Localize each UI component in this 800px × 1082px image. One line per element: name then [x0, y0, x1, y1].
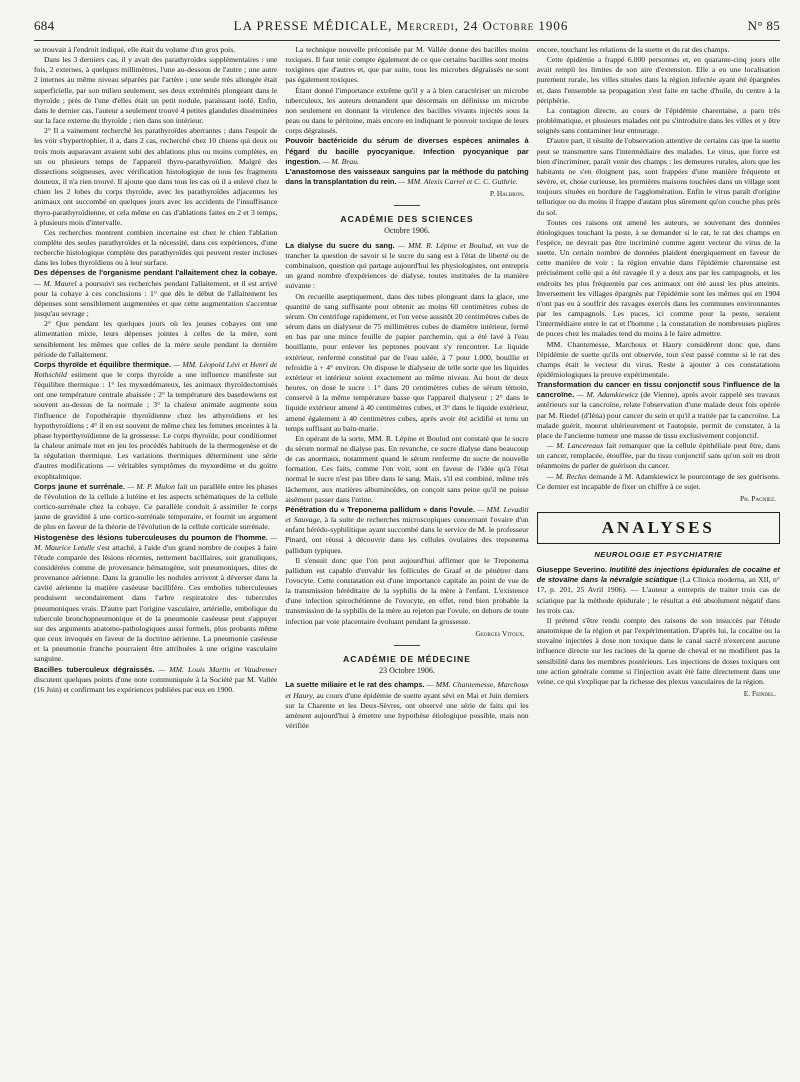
divider [394, 645, 420, 646]
article-author: — M. Brau. [322, 156, 359, 166]
article-author: Giuseppe Severino. [536, 565, 608, 575]
article-title: Bacilles tuberculeux dégraissés. [34, 664, 155, 674]
article-author: — M. Adamkiewicz [576, 390, 638, 400]
journal-title: LA PRESSE MÉDICALE, Mercredi, 24 Octobre 1906 [233, 18, 569, 33]
paragraph: Ces recherches montrent combien incertaine est chez le chien l'ablation complète des seules parathyroïdes et la nécessité, dans ces expériences, d'une recherche histologique complète des parathyroïdes qui peuvent rester incluses dans les lobes thyroïdiens ou à leur surface. [34, 227, 278, 268]
column-1 [34, 45, 277, 1073]
article-title: L'anastomose des vaisseaux sanguins par la méthode du patching dans la transplantation du rein. [285, 166, 529, 187]
article-title: La suette miliaire et le rat des champs. [285, 680, 425, 690]
article-title: Pouvoir bactéricide du sérum de diverses espèces animales à l'égard du bacille pyocyanique. Infection pyocyanique par ingestion. [285, 136, 529, 166]
section-title: ACADÉMIE DES SCIENCES [340, 213, 474, 224]
article-text: au cours d'une épidémie de suette ayant sévi en Mai et Juin derniers sur la Charente et les Deux-Sèvres, ont observé une série de faits qui les amènent aujourd'hui à émettre une hypothèse étiologique possible, mais non vérifiée [285, 690, 529, 731]
article-reference: (La Clinica moderna, an XII, n° 17, p. 201, 25 Avril 1906). [536, 575, 780, 595]
article-text: a poursuivi ses recherches pendant l'allaitement, et il est arrivé pour la cobaye à ces conclusions : 1° que dès le début de l'allaitement les dépenses sont sensiblement augmentées et que cette augmentation s'accentue jusqu'au sevrage ; [34, 278, 278, 319]
article-author: — M. Lancereaux [546, 441, 604, 451]
article-text: discutent quelques points d'une note communiquée à la Société par M. Vallée (16 Juin) et confirmant les expériences publiées par eux en 1900. [34, 674, 278, 694]
article-author: — M. P. Mulon [127, 481, 175, 491]
article-text: (de Vienne), après avoir rappelé ses travaux antérieurs sur la cancroïne, relate l'observation d'une malade deux fois opérée par M. Riedel (d'Iéna) pour cancer du sein et qu'il a traitée par la cancroïne. La malade guérit, mourut ultérieurement et l'autopsie, permit de constater, à la place de l'ancienne tumeur une masse de tissu exclusivement conjonctif. [536, 390, 780, 440]
signature: P. Halbron. [489, 189, 525, 199]
article-text: à la suite de recherches microscopiques concernant l'ovaire d'un enfant hérédo-syphilitique ayant succombé dans le service de M. le professeur Pinard, ont réussi à découvrir dans les cellules ovulaires des treponema pallidum typiques. [285, 515, 529, 555]
divider [394, 205, 420, 206]
article-title: Des dépenses de l'organisme pendant l'allaitement chez la cobaye. [34, 268, 278, 278]
article [34, 360, 277, 482]
article [285, 505, 528, 556]
section-date: 23 Octobre 1906. [379, 665, 435, 675]
article-text: fait un parallèle entre les phases de l'évolution de la cellule à lutéine et les aspects schématiques de la cellule cortico-surrénale chez la cobaye. Ce parallèle conduit à assimiler le corps jaune de gravidité à une cortico-surrénale temporaire, et fournit un argument de plus en faveur de la théorie de l'évolution de la cellule corticale surrénale. [34, 481, 278, 532]
paragraph: se trouvait à l'endroit indiqué, elle était du volume d'un gros pois. [34, 45, 236, 54]
article-author: — MM. Chantemesse, Marchoux et Haury, [285, 680, 529, 700]
paragraph: 2° Que pendant les quelques jours où les jeunes cobayes ont une alimentation mixte, leurs dépenses jointes à celles de la mère, sont sensiblement les mêmes que celles de la mère seule pendant la dernière période de l'allaitement. [34, 319, 278, 359]
paragraph: MM. Chantemesse, Marchoux et Haury considèrent donc que, dans l'épidémie de suette qu'ils ont observée, tout s'est passé comme si le rat des champs était le vecteur du virus. Reste à ajouter à ces constatations épidémiologiques la preuve expérimentale. [536, 339, 780, 379]
paragraph: Dans les 3 derniers cas, il y avait des parathyroïdes supplémentaires : une fois, 2 externes, à quelques millimètres, l'une au-dessous de l'autre ; une autre 2 internes au même niveau séparées par l'artère ; une seule très allongée était superficielle, par son milieu seulement, ses deux extrémités plongeant dans le thyroïde ; près de l'une d'elles était un petit nodule, paraissant isolé. Enfin, dans le dernier cas, l'auteur a seulement trouvé 4 petites glandules disséminées sur la face externe du thyroïde ; rien dans son intérieur. [34, 55, 278, 126]
article-title: Corps jaune et surrénale. [34, 481, 126, 491]
paragraph: Toutes ces raisons ont amené les auteurs, se souvenant des données étiologiques touchant la peste, à se demander si le rat, le rat des champs en l'espèce, ne devrait pas être incriminé comme agent vecteur du virus de la suette. Un certain nombre de données plaident énergiquement en faveur de cette manière de voir : la région envahie dans l'épidémie charentaise est précisément celle qui a été ravagée il y a deux ans par les campagnols, et les endroits les plus fréquentés par ces animaux ont été aussi les plus atteints. Inversement les villages épargnés par l'épidémie sont les mêmes qui en 1904 n'ont pas eu à souffrir des ravages exercés dans les communes environnantes par les campagnols. Les puces, ici comme pour la peste, seraient l'intermédiaire entre le rat et l'homme ; la constatation de nombreuses piqûres de puces chez les malades tend du moins à le faire admettre. [536, 217, 780, 339]
article-text: s'est attaché, à l'aide d'un grand nombre de coupes à faire l'étude comparée des lésions récentes, nettement bacillaires, soit granuliques, considérées comme de provenance hématogène, soit pneumoniques, dites de provenance aérienne. Dans la granulie les nodules arrivent à déverser dans la cavité aérienne la matière caséeuse bacillifère. Ces embolies tuberculeuses produisent secondairement dans l'arbre respiratoire des tubercules pneumoniques vrais. D'autre part l'origine vasculaire, artérielle, embolique du tubercule bronchopneumonique et de la pneumonie caséeuse peut s'appuyer sur des arguments anatomo-pathologiques aussi formels, plus probants même que ceux invoqués en faveur de la doctrine aérienne. La pneumonie caséeuse et la pneumonie franche pourraient être attribuées à une origine vasculaire sanguine. [34, 542, 278, 664]
article-author: — MM. R. Lépine et Boulud, [397, 240, 494, 250]
article-title: Histogenèse des lésions tuberculeuses du poumon de l'homme. [34, 532, 268, 542]
page-header [34, 18, 780, 40]
article-title: Corps thyroïde et équilibre thermique. [34, 359, 172, 369]
article [285, 136, 528, 166]
section-title: ACADÉMIE DE MÉDECINE [343, 653, 471, 664]
article [537, 565, 780, 616]
header-rule [34, 40, 780, 41]
article [285, 167, 528, 187]
signature: Georges Vitoux. [475, 628, 525, 638]
paragraph: La contagion directe, au cours de l'épidémie charentaise, a paru très problématique, et plusieurs malades ont pu s'introduire dans les villes et y être soignés sans contaminer leur entourage. [536, 105, 780, 136]
paragraph: En opérant de la sorte, MM. R. Lépine et Boulud ont constaté que le sucre du sérum normal ne dialyse pas. En revanche, ce sucre dialyse dans beaucoup de cas anormaux, notamment quand le sérum renferme du sucre de nouvelle formation. Ces faits, comme l'on voit, sont en faveur de l'idée qu'à l'état normal le sucre n'est pas libre dans le sang. Mais, s'il est combiné, même très lâchement, aux matières albuminoïdes, on conçoit sans peine qu'il ne puisse aisément passer dans l'urine. [285, 433, 529, 504]
paragraph: D'autre part, il résulte de l'observation attentive de certains cas que la suette peut se transmettre sans l'intermédiaire des malades. Le virus, que force est bien d'incriminer, paraît venir des champs : les demeures rurales, alors que les habitants ne s'en éloignent pas, sont frappées d'une manière fréquente et sévère, et, chose curieuse, les premières maisons touchées dans un village sont toujours situées en bordure de l'agglomération. Enfin le virus paraît d'origine tellurique ou du moins il frappe d'autant plus sûrement qu'on couche plus près du sol. [536, 136, 780, 217]
article-text: — L'auteur a entrepris de traiter trois cas de sciatique par la méthode épidurale ; le résultat a été absolument négatif dans les trois cas. [536, 585, 780, 615]
paragraph: La technique nouvelle préconisée par M. Vallée donne des bacilles moins toxiques. Il faut tenir compte également de ce que certains bacilles sont moins toxigènes que d'autres et, que par suite, tous les microbes dégraissés ne sont pas également toxiques. [285, 45, 529, 85]
page-number: 684 [34, 18, 55, 33]
paragraph: On recueille aseptiquement, dans des tubes plongeant dans la glace, une quantité de sang suffisante pour obtenir au moins 60 centimètres cubes de sérum. On centrifuge rapidement, et l'on verse aussitôt 20 centimètres cubes de sérum dans un dialyseur de 75 millimètres cubes de diamètre intérieur, fermé en bas par une mince feuille de papier parchemin, qui a été lavé à l'eau bouillante, pour enlever les peptones pouvant s'y rencontrer. Le liquide extérieur, renfermé constitué par de l'eau salée, à 7 pour 1.000, bouillie et refroidie à + 4° environ. On dispose le dialyseur de telle sorte que les liquides extérieur et intérieur soient exactement au même niveau. Au bout de deux heures, on dose le sucre : 1° dans 20 centimètres cubes de sérum témoin, conservé à la même température basse que l'appareil dialyseur ; 2° dans le liquide extérieur amené à 40 centimètres cubes, et 3° dans le liquide extérieur, amené également à 40 centimètres cubes, après avoir été acidifié et tenu un temps suffisant au bain-marie. [285, 291, 529, 433]
article-title: Pénétration du « Treponema pallidum » dans l'ovule. [285, 504, 476, 514]
article [285, 680, 528, 731]
paragraph: Il prétend s'être rendu compte des raisons de son insuccès par l'étude anatomique de la région et par l'expérimentation. D'après lui, la cocaïne ou la stovaïne injectées à dose non toxique dans le canal sacré n'exercent aucune influence directe sur les racines de la queue de cheval et ne modifient pas la sensibilité dans les membres postérieurs. Les injections de doses toxiques ont une action générale comme si l'injection avait été faite directement dans une veine, ce qui s'explique par la richesse des plexus vasculaires de la région. [536, 615, 780, 686]
article-text: en vue de trancher la question de savoir si le sucre du sang est à l'état de liberté ou de combinaison, question qui partage aujourd'hui les physiologistes, ont entrepris un grand nombre d'expériences de dialyse, toutes instituées de la manière suivante : [285, 240, 529, 291]
signature: E. Feindel. [743, 688, 776, 698]
article-text: demande à M. Adamkiewicz le pourcentage de ses guérisons. Ce dernier est incapable de fixer un chiffre à ce sujet. [536, 471, 780, 491]
paragraph: 2° Il a vainement recherché les parathyroïdes aberrantes ; dans l'espoir de les voir s'hypertrophier, il a, dans 2 cas, recherché chez 10 chiens qui deux ou trois mois auparavant avaient subi des ablations plus ou moins complètes, en un ou plusieurs temps de l'appareil thyro-parathyroïdien. Malgré des dissections soigneuses, avec vérification histologique de tous les fragments douteux, il n'a rien trouvé. Il ajoute que dans tous les cas où il a enlevé chez le chien les 2 lobes du corps thyroïde, avec les parathyroïdes adjacentes les animaux ont succombé en quelques jours avec les accidents de l'insuffisance thyro-parathyroïdienne, et cela même en cas d'ablations faites en 2 et 3 temps, à plusieurs mois d'intervalle. [34, 126, 278, 227]
article [285, 241, 528, 292]
article-title: Transformation du cancer en tissu conjonctif sous l'influence de la cancroïne. [536, 380, 780, 400]
article-text: estiment que le corps thyroïde a une influence manifeste sur l'équilibre thermique : 1° les myxœdémateux, les animaux thyroïdectomisés ont une température centrale abaissée ; 2° la température des basedowiens est souvent au-dessus de la normale ; 3° la chaleur animale augmente sous l'influence de l'opothérapie thyroïdienne chez les athyroïdiens et les hypothyroïdiens ; 4° il en est souvent de même chez les femmes enceintes à la phase hyperthyroïdienne de la grossesse. Le corps thyroïde, pour conditionner la chaleur animale met en jeu les procédés habituels de la thermogenèse et de la régulation thermique. Les variations thermiques déterminent une série d'autres modifications — véritables symptômes du myxœdème et du goitre exophtalmique. [34, 370, 278, 481]
article-author: — MM. Levaditi et Sauvage, [285, 504, 529, 525]
subsection-heading: NEUROLOGIE ET PSYCHIATRIE [594, 550, 723, 560]
article-author: — MM. Louis Martin et Vaudremer [158, 664, 278, 674]
article-author: — M. Maurel [34, 278, 77, 288]
article-title: Inutilité des injections épidurales de cocaïne et de stovaïne dans la névralgie sciatique [536, 565, 780, 585]
article [34, 268, 277, 319]
article-author: — M. Reclus [546, 471, 587, 481]
paragraph: Étant donné l'importance extrême qu'il y a à bien caractériser un microbe tuberculeux, les auteurs demandent que désormais on définisse un microbe non seulement en donnant la virulence des bacilles vivants injectés sous la peau ou dans le péritoine, mais encore en indiquant le pouvoir toxique de leurs corps dégraissés. [285, 85, 529, 136]
article [34, 533, 277, 665]
article [537, 380, 780, 441]
issue-number: N° 85 [747, 18, 780, 33]
article-author: — MM. Alexis Carrel et C. C. Guthrie. [398, 177, 518, 187]
column-3 [537, 45, 780, 1073]
paragraph [537, 472, 780, 492]
paragraph: encore, touchant les relations de la suette et du rat des champs. [536, 45, 730, 54]
article-text: fait remarquer que la cellule épithéliale peut être, dans un cancer, remplacée, étouffée, par du tissu conjonctif sans qu'on soit en droit néanmoins de parler de guérison du cancer. [536, 441, 780, 471]
article-author: — M. Maurice Letulle [34, 532, 278, 552]
article [34, 665, 277, 695]
article-title: La dialyse du sucre du sang. [285, 240, 395, 250]
analyses-heading: ANALYSES [537, 512, 780, 544]
paragraph: Il s'ensuit donc que l'on peut aujourd'hui affirmer que le Treponema pallidum est capable d'envahir les follicules de Graaf et de pénétrer dans l'ovocyte. Cette constatation est d'une importance capitale au point de vue de la transmission héréditaire de la syphilis de la mère à l'enfant. L'existence d'une infection spirochétienne de l'ovocyte, en effet, rend bien probable la transmission de la syphilis de la mère au rejeton par l'ovule, en dehors de toute infection par voie placentaire évoluant pendant la grossesse. [285, 555, 529, 626]
column-2 [285, 45, 528, 1073]
text-columns [34, 45, 780, 1073]
paragraph: Cette épidémie a frappé 6.000 personnes et, en quarante-cinq jours elle avait rempli les limites de son aire d'extension. Elle a eu une localisation purement rurale, les villes situées dans la région infectée ayant été épargnées et, dans l'ensemble sa propagation s'est faite en tache d'huile, du centre à la périphérie. [536, 55, 780, 105]
paragraph [537, 441, 780, 471]
signature: Ph. Pagniez. [740, 493, 776, 503]
article [34, 482, 277, 533]
section-date: Octobre 1906. [384, 226, 430, 236]
article-author: — MM. Léopold Lévi et Henri de Rothschild [34, 359, 278, 379]
